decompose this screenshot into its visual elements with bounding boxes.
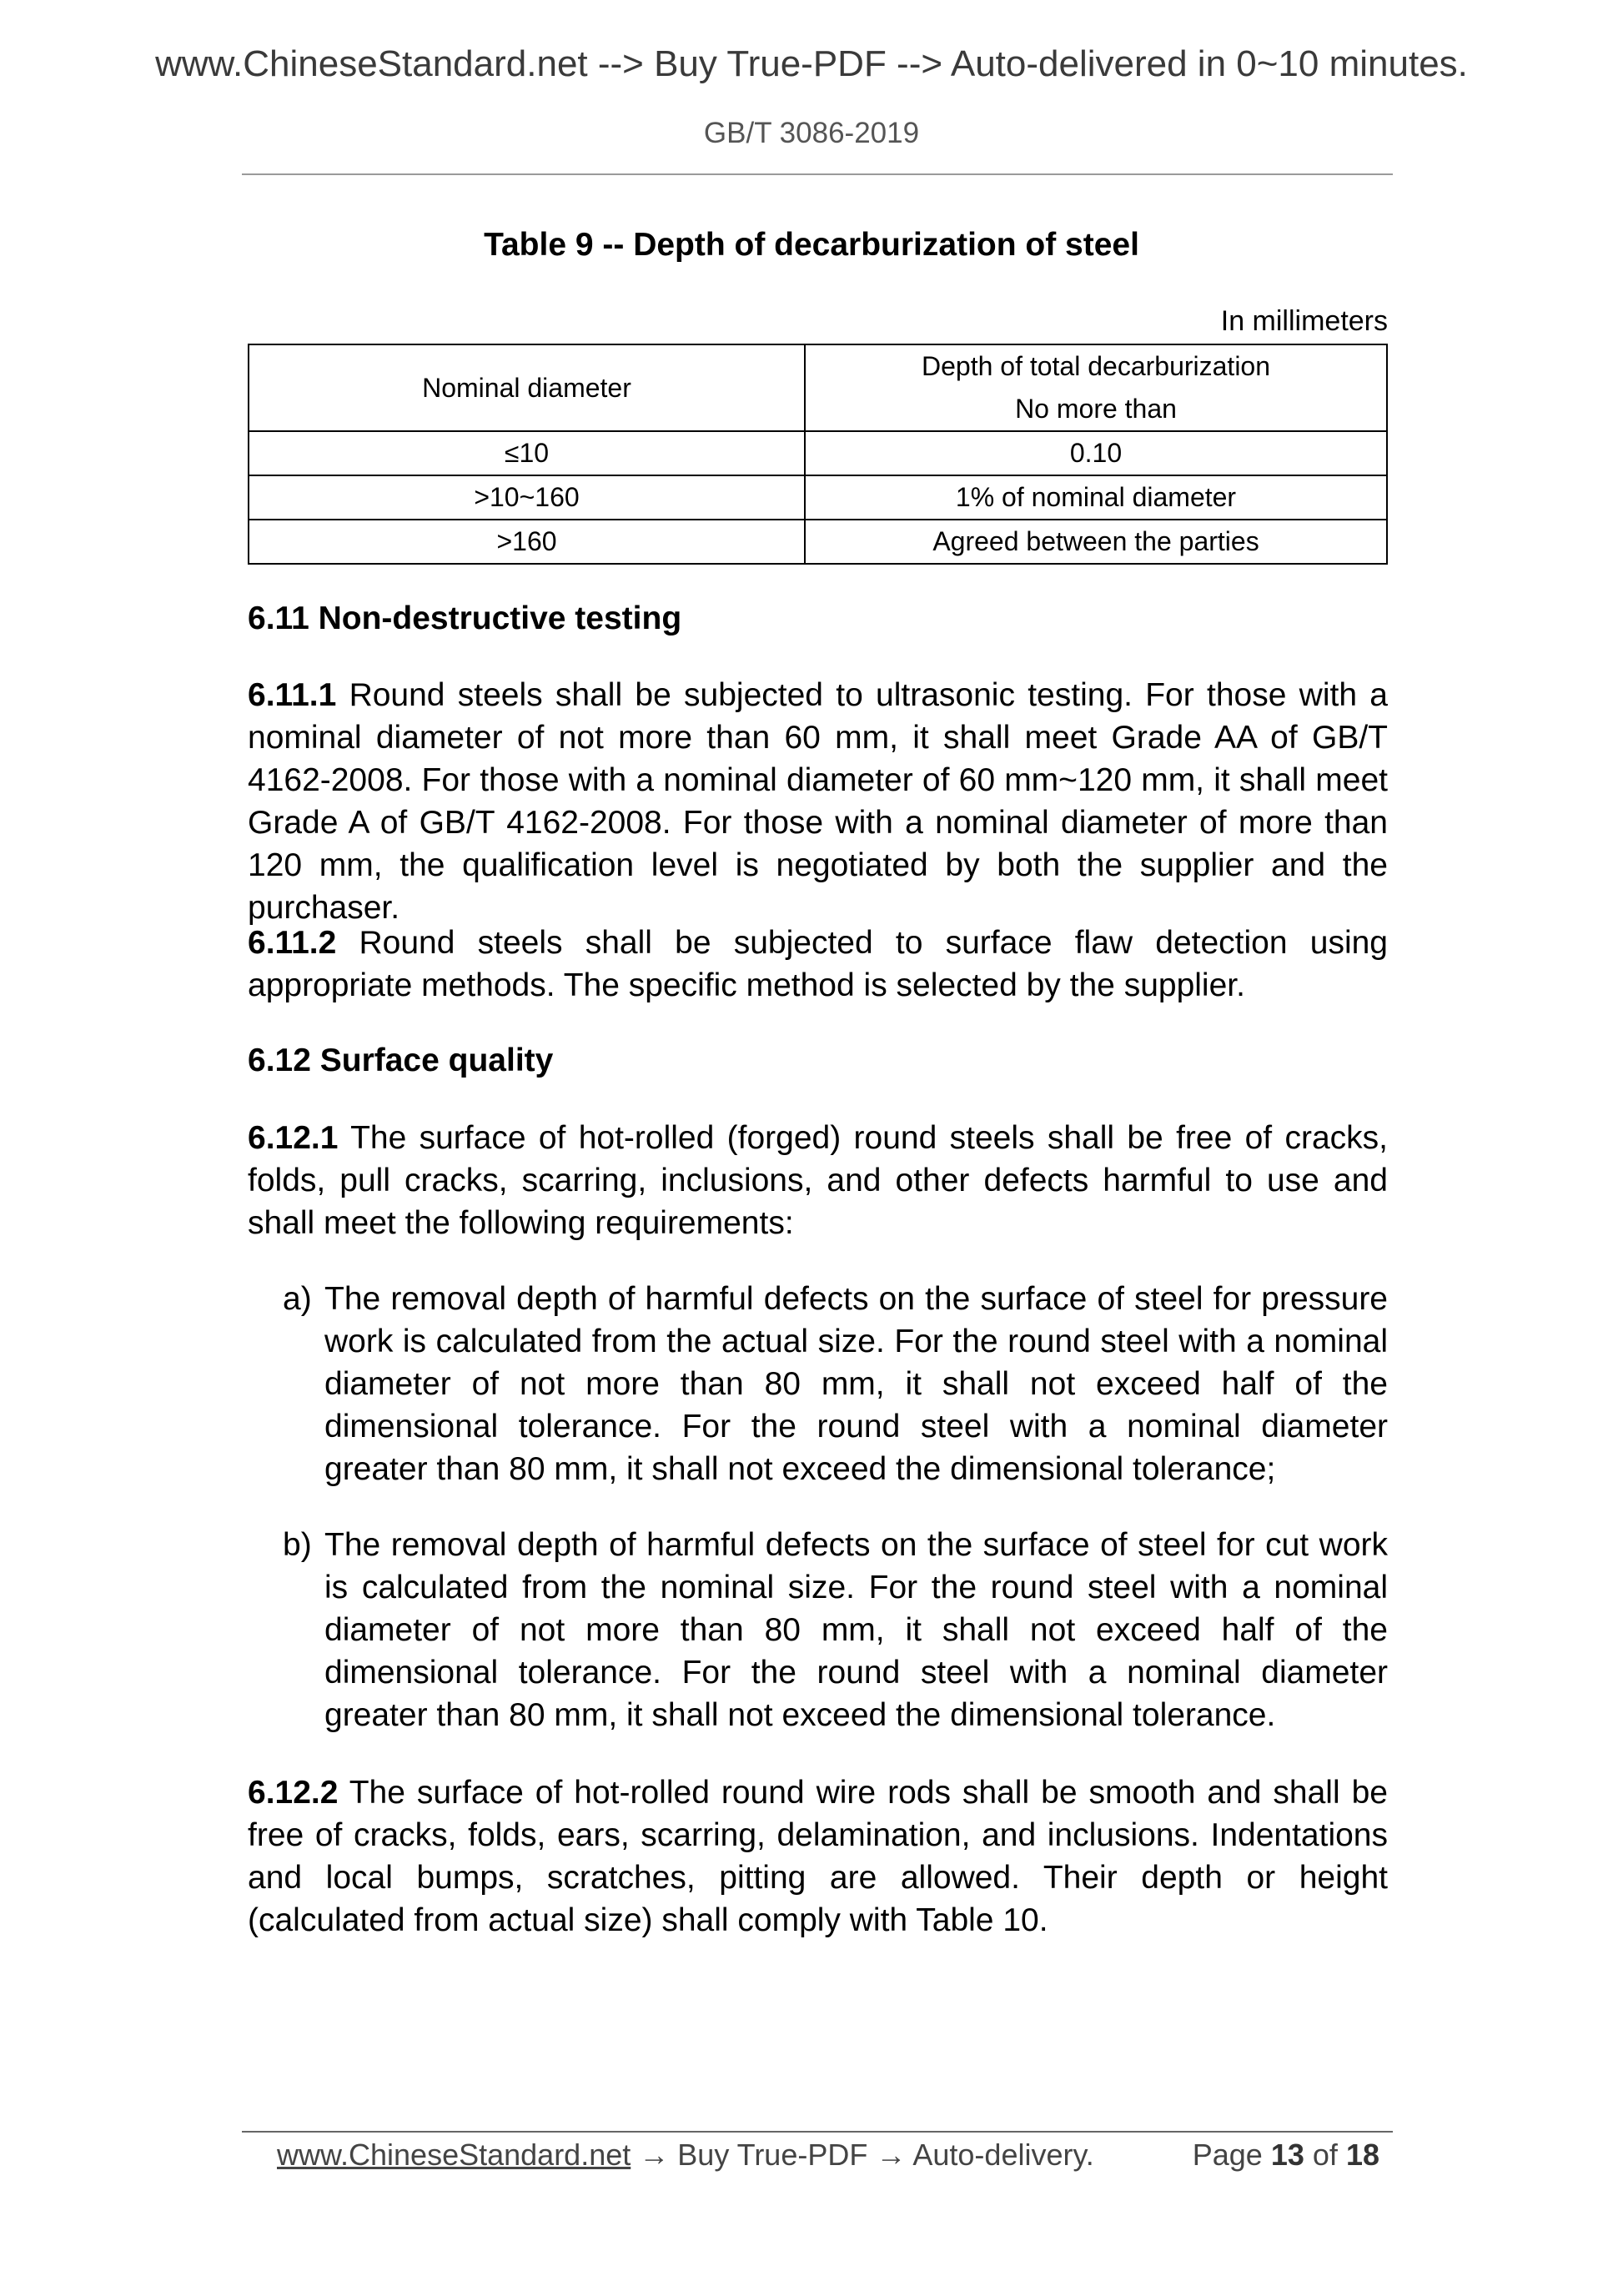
table-header-row [249,344,1387,388]
page-number: 13 [1270,2138,1304,2172]
cell-depth: 0.10 [805,431,1387,475]
of-word: of [1312,2138,1338,2172]
page-indicator [1193,2138,1379,2173]
clause-number: 6.11.2 [248,925,337,961]
paragraph-text: Round steels shall be subjected to ultrasonic testing. For those with a nominal diameter of not more than 60 mm, it shall meet Grade AA of GB/T 4162-2008. For those with a nominal diameter of 60 mm~120 mm, it shall meet Grade A of GB/T 4162-2008. For those with a nominal diameter of more than 120 mm, the qualification level is negotiated by both the supplier and the purchaser. [248,677,1388,926]
page-word: Page [1192,2138,1263,2172]
page-total: 18 [1345,2138,1379,2172]
cell-depth: Agreed between the parties [805,520,1387,564]
cell-depth: 1% of nominal diameter [805,475,1387,520]
list-item-text: The removal depth of harmful defects on the surface of steel for pressure work is calculated from the actual size. For the round steel with a nominal diameter of not more than 80 mm, it shall not exceed half of the dimensional tolerance. For the round steel with a nominal diameter greater than 80 mm, it shall not exceed the dimensional tolerance; [324,1281,1388,1487]
paragraph-6-12-2 [248,1771,1388,1942]
top-banner: www.ChineseStandard.net --> Buy True-PDF --> Auto-delivered in 0~10 minutes. [155,43,1468,84]
arrow-icon: → [639,2138,670,2172]
paragraph-text: Round steels shall be subjected to surface flaw detection using appropriate methods. The specific method is selected by the supplier. [248,925,1389,1003]
header-nominal-diameter: Nominal diameter [249,344,805,431]
paragraph-text: The surface of hot-rolled (forged) round steels shall be free of cracks, folds, pull cracks, scarring, inclusions, and other defects harmful to use and shall meet the following requirements: [248,1120,1388,1241]
header-divider [242,173,1393,175]
header-depth-line2: No more than [805,388,1387,431]
list-item-b [248,1524,1388,1736]
clause-number: 6.11.1 [248,677,337,713]
paragraph-text: The surface of hot-rolled round wire rods shall be smooth and shall be free of cracks, folds, ears, scarring, delamination, and inclusions. Indentations and local bumps, scratches, pitting are allowed. Their depth or height (calculated from actual size) shall comply with Table 10. [248,1775,1388,1938]
list-item-a [248,1278,1388,1490]
paragraph-6-11-2 [248,922,1388,1007]
table-row [249,475,1387,520]
website-link[interactable]: www.ChineseStandard.net [277,2138,631,2172]
table-units: In millimeters [1220,305,1388,337]
paragraph-6-12-1 [248,1117,1388,1244]
arrow-icon: → [876,2138,907,2172]
footer-divider [242,2131,1393,2133]
list-item-text: The removal depth of harmful defects on the surface of steel for cut work is calculated from the nominal size. For the round steel with a nominal diameter of not more than 80 mm, it shall not exceed half of the dimensional tolerance. For the round steel with a nominal diameter greater than 80 mm, it shall not exceed the dimensional tolerance. [324,1527,1388,1733]
header-depth-line1: Depth of total decarburization [805,344,1387,388]
document-id: GB/T 3086-2019 [703,117,920,149]
section-heading-6-12: 6.12 Surface quality [248,1042,554,1078]
delivery-text: Auto-delivery. [912,2138,1094,2172]
footer-links [277,2138,1094,2173]
section-heading-6-11: 6.11 Non-destructive testing [248,600,682,636]
table-row [249,520,1387,564]
table-title: Table 9 -- Depth of decarburization of steel [484,227,1139,263]
list-item-label: b) [283,1527,312,1563]
clause-number: 6.12.1 [248,1120,339,1156]
cell-diameter: >160 [249,520,805,564]
cell-diameter: >10~160 [249,475,805,520]
decarburization-table [248,344,1388,565]
cell-diameter: ≤10 [249,431,805,475]
clause-number: 6.12.2 [248,1775,339,1811]
table-row [249,431,1387,475]
paragraph-6-11-1 [248,674,1388,929]
buy-text: Buy True-PDF [677,2138,868,2172]
list-item-label: a) [283,1281,312,1317]
